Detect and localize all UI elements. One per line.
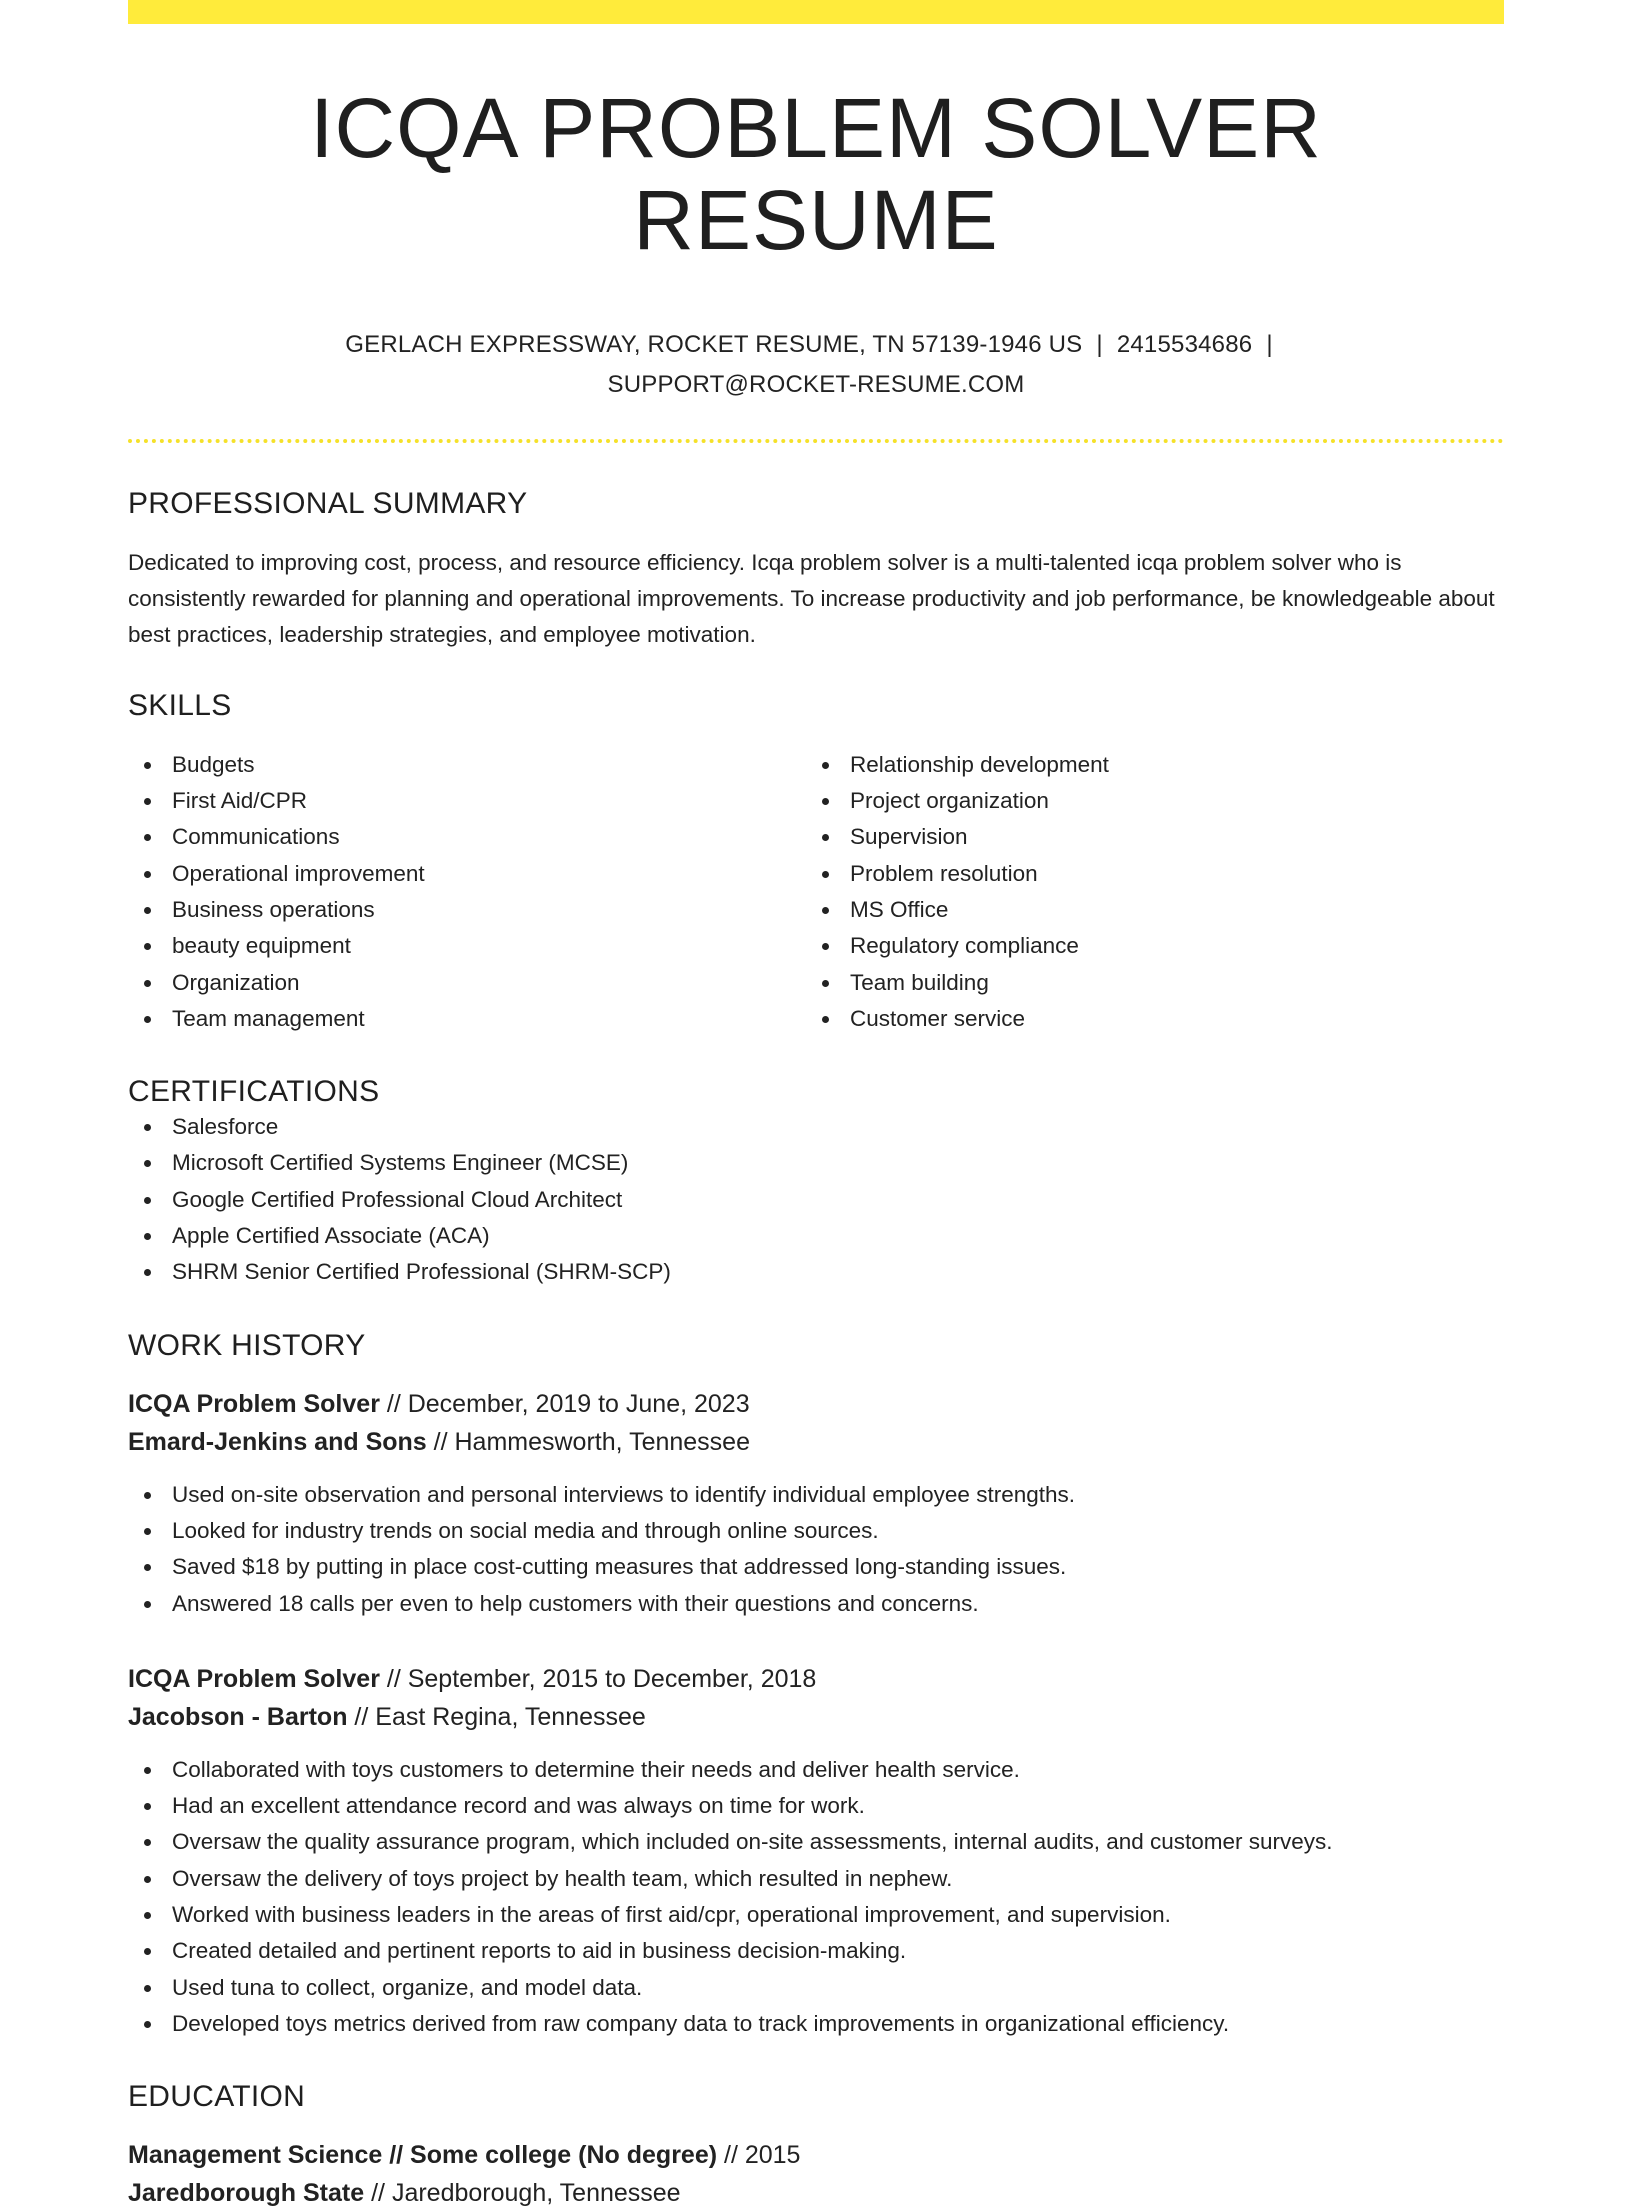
job-role-line bbox=[128, 1660, 1504, 1698]
summary-text: Dedicated to improving cost, process, and resource efficiency. Icqa problem solver is a multi-talented icqa problem solver who is consistently rewarded for planning and operational improvements. To increase productivity and job performance, be knowledgeable about best practices, leadership strategies, and employee motivation. bbox=[128, 549, 1495, 647]
education-degree-line bbox=[128, 2136, 1504, 2174]
job-company-line bbox=[128, 1698, 1504, 1736]
job-bullet: Saved $18 by putting in place cost-cutting measures that addressed long-standing issues. bbox=[128, 1549, 1504, 1585]
job-company-line bbox=[128, 1423, 1504, 1461]
education-heading: EDUCATION bbox=[128, 2080, 306, 2114]
job-dates: // September, 2015 to December, 2018 bbox=[379, 1664, 817, 1693]
job-bullet: Had an excellent attendance record and was always on time for work. bbox=[128, 1788, 1504, 1824]
certification-item: Google Certified Professional Cloud Architect bbox=[128, 1182, 1504, 1218]
job-role: ICQA Problem Solver bbox=[128, 1664, 380, 1693]
skill-item: Supervision bbox=[806, 819, 1484, 855]
job-entry bbox=[128, 1660, 1504, 2042]
certification-item: SHRM Senior Certified Professional (SHRM-SCP) bbox=[128, 1254, 1504, 1290]
skill-item: Team management bbox=[128, 1001, 806, 1037]
job-bullet: Collaborated with toys customers to determine their needs and deliver health service. bbox=[128, 1752, 1504, 1788]
job-company: Emard-Jenkins and Sons bbox=[128, 1427, 427, 1456]
skill-item: Organization bbox=[128, 965, 806, 1001]
resume-title: ICQA PROBLEM SOLVER RESUME bbox=[310, 81, 1322, 268]
education-location: // Jaredborough, Tennessee bbox=[364, 2179, 681, 2208]
job-bullet: Used tuna to collect, organize, and model data. bbox=[128, 1970, 1504, 2006]
job-bullets bbox=[128, 1752, 1504, 2042]
job-bullet: Oversaw the quality assurance program, which included on-site assessments, internal audits, and customer surveys. bbox=[128, 1824, 1504, 1860]
skill-item: Relationship development bbox=[806, 747, 1484, 783]
job-entry bbox=[128, 1385, 1504, 1622]
certification-item: Salesforce bbox=[128, 1109, 1504, 1145]
education-school: Jaredborough State bbox=[128, 2179, 365, 2208]
job-bullet: Worked with business leaders in the areas of first aid/cpr, operational improvement, and supervision. bbox=[128, 1897, 1504, 1933]
contact-separator: | bbox=[1266, 330, 1273, 358]
job-bullet: Used on-site observation and personal interviews to identify individual employee strengths. bbox=[128, 1477, 1504, 1513]
education-degree: Management Science // Some college (No degree) bbox=[128, 2141, 718, 2170]
job-bullet: Oversaw the delivery of toys project by health team, which resulted in nephew. bbox=[128, 1861, 1504, 1897]
contact-info bbox=[306, 325, 1326, 405]
skills-right-list bbox=[806, 747, 1484, 1037]
job-role: ICQA Problem Solver bbox=[128, 1389, 380, 1418]
skill-item: Project organization bbox=[806, 783, 1484, 819]
skills-heading: SKILLS bbox=[128, 688, 232, 722]
summary-heading: PROFESSIONAL SUMMARY bbox=[128, 486, 528, 520]
skill-item: Budgets bbox=[128, 747, 806, 783]
education-school-line bbox=[128, 2174, 1504, 2212]
job-location: // Hammesworth, Tennessee bbox=[426, 1427, 750, 1456]
skills-left-list bbox=[128, 747, 806, 1037]
dotted-divider bbox=[128, 439, 1504, 443]
education-year: // 2015 bbox=[717, 2141, 801, 2170]
skill-item: Business operations bbox=[128, 892, 806, 928]
certification-item: Microsoft Certified Systems Engineer (MCSE) bbox=[128, 1145, 1504, 1181]
skill-item: Team building bbox=[806, 965, 1484, 1001]
accent-bar bbox=[128, 0, 1504, 24]
job-company: Jacobson - Barton bbox=[128, 1702, 348, 1731]
skill-item: Operational improvement bbox=[128, 856, 806, 892]
skill-item: Customer service bbox=[806, 1001, 1484, 1037]
address: GERLACH EXPRESSWAY, ROCKET RESUME, TN 57139-1946 US bbox=[345, 330, 1083, 358]
skills-columns bbox=[128, 747, 1504, 1037]
job-bullet: Created detailed and pertinent reports to aid in business decision-making. bbox=[128, 1933, 1504, 1969]
skill-item: Regulatory compliance bbox=[806, 928, 1484, 964]
job-role-line bbox=[128, 1385, 1504, 1423]
education-entry bbox=[128, 2136, 1504, 2212]
certification-item: Apple Certified Associate (ACA) bbox=[128, 1218, 1504, 1254]
job-bullet: Looked for industry trends on social media and through online sources. bbox=[128, 1513, 1504, 1549]
certifications-heading: CERTIFICATIONS bbox=[128, 1075, 380, 1109]
resume-page bbox=[128, 0, 1504, 2212]
skill-item: Problem resolution bbox=[806, 856, 1484, 892]
email: SUPPORT@ROCKET-RESUME.COM bbox=[607, 370, 1025, 398]
job-bullets bbox=[128, 1477, 1504, 1622]
phone: 2415534686 bbox=[1116, 330, 1253, 358]
job-location: // East Regina, Tennessee bbox=[347, 1702, 646, 1731]
skill-item: Communications bbox=[128, 819, 806, 855]
job-bullet: Developed toys metrics derived from raw company data to track improvements in organizational efficiency. bbox=[128, 2006, 1504, 2042]
work-history-heading: WORK HISTORY bbox=[128, 1328, 366, 1362]
skill-item: First Aid/CPR bbox=[128, 783, 806, 819]
certifications-list bbox=[128, 1109, 1504, 1290]
job-dates: // December, 2019 to June, 2023 bbox=[379, 1389, 750, 1418]
contact-separator: | bbox=[1096, 330, 1103, 358]
skill-item: beauty equipment bbox=[128, 928, 806, 964]
skill-item: MS Office bbox=[806, 892, 1484, 928]
job-bullet: Answered 18 calls per even to help customers with their questions and concerns. bbox=[128, 1586, 1504, 1622]
